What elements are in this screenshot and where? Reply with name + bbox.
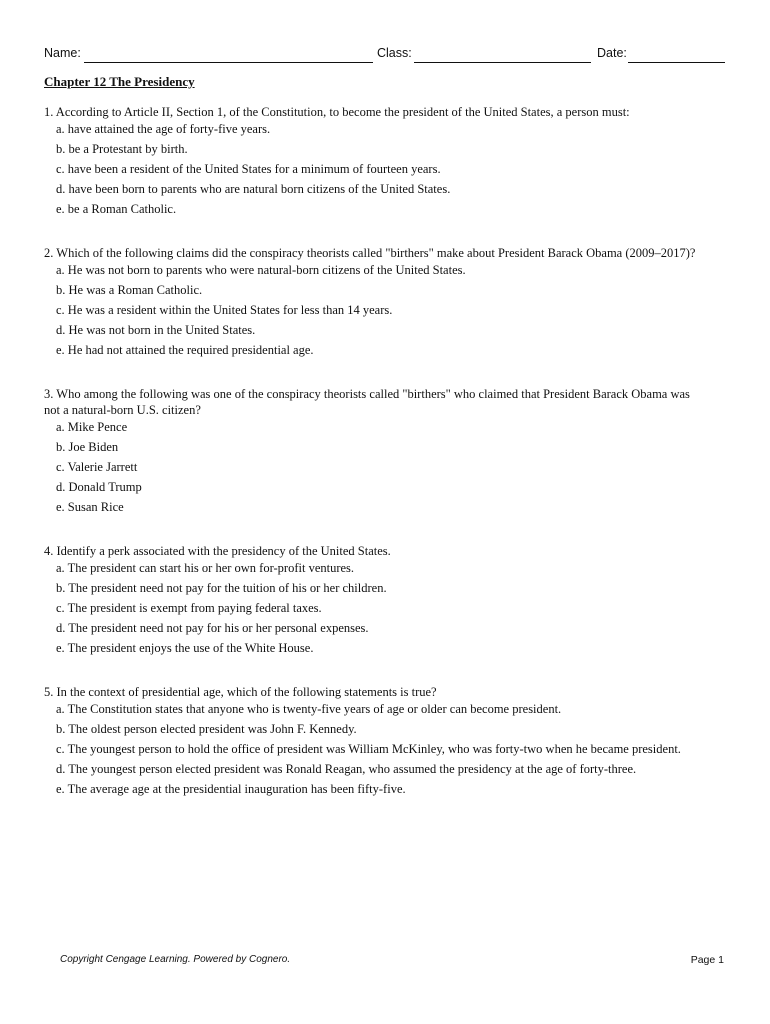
chapter-title: Chapter 12 The Presidency — [44, 74, 195, 89]
page-number: Page 1 — [690, 954, 724, 966]
answer-option: c. The youngest person to hold the office of president was William McKinley, who was forty-two when he became president. — [56, 742, 681, 756]
answer-option: e. The average age at the presidential inauguration has been fifty-five. — [56, 782, 406, 796]
answer-option: d. He was not born in the United States. — [56, 323, 256, 337]
answer-option: a. The Constitution states that anyone who is twenty-five years of age or older can become president. — [56, 702, 562, 716]
answer-option: c. He was a resident within the United States for less than 14 years. — [56, 303, 393, 317]
question — [44, 684, 704, 797]
answer-options — [44, 262, 704, 358]
answer-option: b. He was a Roman Catholic. — [56, 283, 203, 297]
answer-option: b. The oldest person elected president was John F. Kennedy. — [56, 722, 357, 736]
question-stem: 1. According to Article II, Section 1, of the Constitution, to become the president of the United States, a person must: — [44, 105, 630, 119]
date-field-line[interactable] — [628, 62, 725, 63]
answer-option: c. have been a resident of the United States for a minimum of fourteen years. — [56, 162, 441, 176]
answer-option: b. be a Protestant by birth. — [56, 142, 188, 156]
question-stem: 2. Which of the following claims did the conspiracy theorists called "birthers" make about President Barack Obama (2009–2017)? — [44, 246, 696, 260]
answer-option: e. be a Roman Catholic. — [56, 202, 177, 216]
answer-option: b. Joe Biden — [56, 440, 119, 454]
copyright-notice: Copyright Cengage Learning. Powered by Cognero. — [60, 954, 291, 965]
answer-options — [44, 560, 704, 656]
answer-option: e. He had not attained the required presidential age. — [56, 343, 314, 357]
answer-option: d. have been born to parents who are natural born citizens of the United States. — [56, 182, 451, 196]
question-stem: 5. In the context of presidential age, which of the following statements is true? — [44, 685, 437, 699]
question — [44, 245, 704, 358]
answer-option: d. The president need not pay for his or her personal expenses. — [56, 621, 369, 635]
question-stem: 3. Who among the following was one of the conspiracy theorists called "birthers" who claimed that President Barack Obama was not a natural-born U.S. citizen? — [44, 387, 690, 417]
student-info-header — [44, 45, 726, 65]
question-list — [44, 104, 704, 801]
answer-options — [44, 701, 704, 797]
answer-option: a. Mike Pence — [56, 420, 128, 434]
answer-option: d. The youngest person elected president was Ronald Reagan, who assumed the presidency at the age of forty-three. — [56, 762, 637, 776]
question — [44, 104, 704, 217]
answer-option: d. Donald Trump — [56, 480, 142, 494]
answer-options — [44, 419, 704, 515]
answer-options — [44, 121, 704, 217]
question-stem: 4. Identify a perk associated with the presidency of the United States. — [44, 544, 391, 558]
answer-option: e. Susan Rice — [56, 500, 124, 514]
name-field-line[interactable] — [84, 62, 373, 63]
question — [44, 386, 704, 515]
answer-option: a. He was not born to parents who were natural-born citizens of the United States. — [56, 263, 466, 277]
answer-option: e. The president enjoys the use of the White House. — [56, 641, 314, 655]
answer-option: b. The president need not pay for the tuition of his or her children. — [56, 581, 387, 595]
question — [44, 543, 704, 656]
answer-option: a. The president can start his or her own for-profit ventures. — [56, 561, 355, 575]
answer-option: c. Valerie Jarrett — [56, 460, 138, 474]
name-label: Name: — [44, 46, 81, 60]
class-field-line[interactable] — [414, 62, 591, 63]
date-label: Date: — [597, 46, 627, 60]
answer-option: a. have attained the age of forty-five years. — [56, 122, 271, 136]
class-label: Class: — [377, 46, 412, 60]
answer-option: c. The president is exempt from paying federal taxes. — [56, 601, 322, 615]
